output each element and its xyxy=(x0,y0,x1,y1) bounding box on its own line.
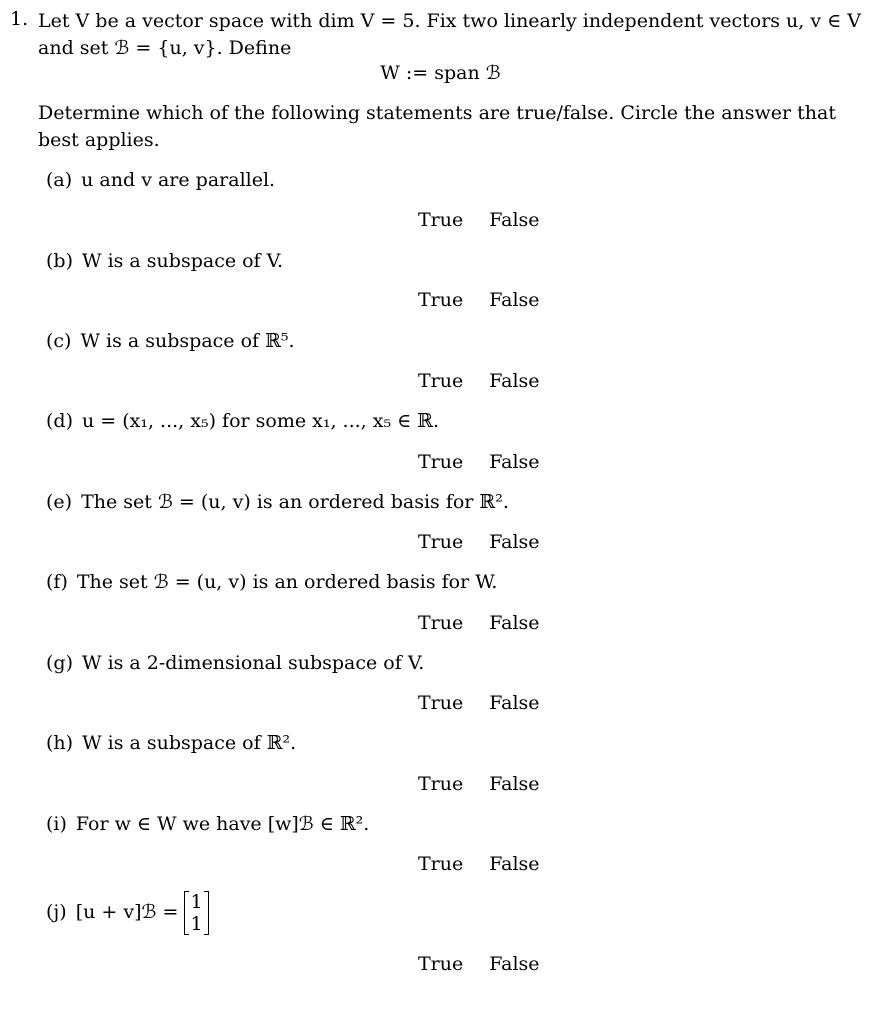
statement-label: (j) xyxy=(46,901,67,923)
answer-choices-f xyxy=(418,609,540,637)
statement-b xyxy=(46,247,283,275)
instructions: Determine which of the following statements are true/false. Circle the answer that best applies. xyxy=(38,102,837,151)
false-option[interactable]: False xyxy=(489,451,540,473)
statement-text: u and v are parallel. xyxy=(81,169,276,191)
statement-label: (i) xyxy=(46,813,67,835)
statement-text: W is a subspace of ℝ². xyxy=(82,732,297,754)
statement-c xyxy=(46,327,295,355)
false-option[interactable]: False xyxy=(489,853,540,875)
true-option[interactable]: True xyxy=(418,773,464,795)
statement-text: The set ℬ = (u, v) is an ordered basis for W. xyxy=(76,571,498,593)
true-option[interactable]: True xyxy=(418,209,464,231)
answer-choices-e xyxy=(418,528,540,556)
statement-i xyxy=(46,810,369,838)
problem-intro xyxy=(38,8,868,62)
statement-e xyxy=(46,488,509,516)
statement-label: (h) xyxy=(46,732,74,754)
answer-choices-d xyxy=(418,448,540,476)
false-option[interactable]: False xyxy=(489,370,540,392)
statement-text: W is a subspace of V. xyxy=(82,250,284,272)
answer-choices-b xyxy=(418,286,540,314)
answer-choices-i xyxy=(418,850,540,878)
statement-g xyxy=(46,649,424,677)
statement-text: The set ℬ = (u, v) is an ordered basis for ℝ². xyxy=(81,491,509,513)
statement-d xyxy=(46,407,439,435)
answer-choices-g xyxy=(418,689,540,717)
true-option[interactable]: True xyxy=(418,692,464,714)
true-option[interactable]: True xyxy=(418,612,464,634)
true-option[interactable]: True xyxy=(418,370,464,392)
statement-text: W is a 2-dimensional subspace of V. xyxy=(82,652,425,674)
statement-label: (d) xyxy=(46,410,73,432)
statement-label: (c) xyxy=(46,330,72,352)
false-option[interactable]: False xyxy=(489,773,540,795)
statement-h xyxy=(46,729,296,757)
true-option[interactable]: True xyxy=(418,531,464,553)
answer-choices-j xyxy=(418,950,540,978)
statement-label: (g) xyxy=(46,652,73,674)
false-option[interactable]: False xyxy=(489,692,540,714)
answer-choices-a xyxy=(418,206,540,234)
statement-text: W is a subspace of ℝ⁵. xyxy=(80,330,295,352)
statement-label: (e) xyxy=(46,491,73,513)
problem-number: 1. xyxy=(10,8,29,30)
matrix-entry: 1 xyxy=(190,913,203,935)
answer-choices-c xyxy=(418,367,540,395)
intro-line-1: Let V be a vector space with dim V = 5. Fix two linearly independent vectors u, v ∈ V xyxy=(38,10,861,32)
statement-text: [u + v]ℬ = xyxy=(75,901,179,923)
statement-text: For w ∈ W we have [w]ℬ ∈ ℝ². xyxy=(75,813,370,835)
statement-label: (a) xyxy=(46,169,73,191)
definition: W := span ℬ xyxy=(380,62,501,84)
statement-label: (b) xyxy=(46,250,73,272)
statement-a xyxy=(46,166,275,194)
false-option[interactable]: False xyxy=(489,289,540,311)
true-option[interactable]: True xyxy=(418,953,464,975)
true-option[interactable]: True xyxy=(418,289,464,311)
answer-choices-h xyxy=(418,770,540,798)
false-option[interactable]: False xyxy=(489,953,540,975)
statement-j xyxy=(46,886,209,938)
statement-label: (f) xyxy=(46,571,68,593)
false-option[interactable]: False xyxy=(489,612,540,634)
true-option[interactable]: True xyxy=(418,451,464,473)
statement-text: u = (x₁, ..., x₅) for some x₁, ..., x₅ ∈ ℝ. xyxy=(82,410,440,432)
false-option[interactable]: False xyxy=(489,531,540,553)
false-option[interactable]: False xyxy=(489,209,540,231)
intro-line-2: and set ℬ = {u, v}. Define xyxy=(38,37,292,59)
true-option[interactable]: True xyxy=(418,853,464,875)
coordinate-vector-matrix xyxy=(184,891,208,935)
statement-f xyxy=(46,568,497,596)
matrix-entry: 1 xyxy=(190,891,203,913)
